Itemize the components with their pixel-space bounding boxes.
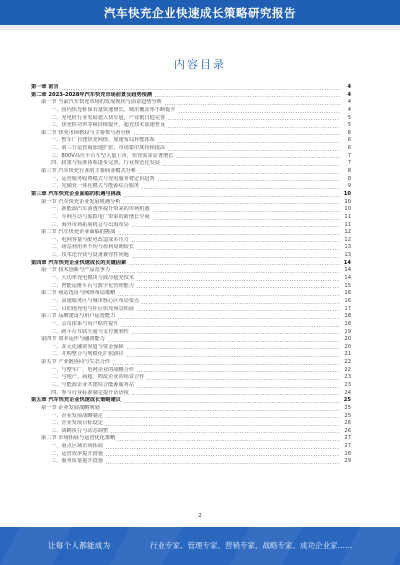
toc-entry-page: 17 bbox=[344, 305, 351, 312]
toc-entry[interactable] bbox=[31, 390, 351, 398]
toc-entry-title: 第一节 汽车快充企业发展机遇分析 bbox=[41, 198, 121, 205]
toc-leader-dots bbox=[131, 226, 340, 227]
toc-entry-page: 5 bbox=[347, 114, 351, 121]
toc-entry[interactable] bbox=[31, 321, 351, 329]
toc-entry[interactable] bbox=[31, 275, 351, 283]
toc-entry-page: 4 bbox=[347, 106, 351, 113]
toc-entry-title: 二、并购整合与规模化扩张路径 bbox=[51, 351, 124, 358]
toc-entry-page: 11 bbox=[344, 221, 351, 228]
toc-entry-page: 12 bbox=[344, 229, 351, 236]
toc-leader-dots bbox=[105, 455, 340, 456]
toc-entry-title: 第三章 汽车快充企业面临的机遇与挑战 bbox=[31, 190, 121, 197]
toc-entry-page: 12 bbox=[344, 236, 351, 243]
toc-leader-dots bbox=[154, 96, 340, 97]
page-number: 2 bbox=[198, 513, 202, 519]
toc-entry-title: 一、整车厂自建快充网络，加速布局补能体系 bbox=[51, 137, 155, 144]
toc-leader-dots bbox=[178, 112, 340, 113]
toc-leader-dots bbox=[117, 295, 340, 296]
toc-entry-page: 21 bbox=[344, 351, 351, 358]
toc-entry-title: 第二节 场站选址与网络布局策略 bbox=[41, 290, 116, 297]
toc-entry-page: 25 bbox=[343, 397, 351, 404]
toc-leader-dots bbox=[122, 203, 340, 204]
toc-entry[interactable] bbox=[31, 145, 351, 153]
toc-leader-dots bbox=[136, 249, 340, 250]
toc-leader-dots bbox=[102, 410, 340, 411]
toc-entry-page: 15 bbox=[344, 282, 351, 289]
toc-entry-page: 10 bbox=[343, 190, 351, 197]
toc-entry-page: 5 bbox=[347, 122, 351, 129]
toc-entry-title: 二、智能运维平台与数字化管理能力 bbox=[51, 282, 135, 289]
toc-leader-dots bbox=[167, 119, 340, 120]
toc-entry[interactable] bbox=[31, 99, 351, 107]
toc-entry-page: 26 bbox=[344, 420, 351, 427]
toc-entry[interactable] bbox=[31, 84, 351, 92]
toc-entry-title: 二、与地产、商超、物流企业的场景合作 bbox=[51, 374, 145, 381]
toc-entry-page: 16 bbox=[344, 297, 351, 304]
toc-entry-title: 一、大功率充电模块与液冷超充技术 bbox=[51, 275, 135, 282]
toc-leader-dots bbox=[164, 104, 340, 105]
toc-entry-page: 22 bbox=[344, 366, 351, 373]
toc-leader-dots bbox=[141, 303, 340, 304]
toc-entry[interactable] bbox=[31, 176, 351, 184]
toc-entry-title: 第三节 汽车快充行业的主要商业模式分析 bbox=[41, 168, 137, 175]
toc-leader-dots bbox=[117, 440, 340, 441]
toc-leader-dots bbox=[123, 196, 340, 197]
toc-leader-dots bbox=[162, 165, 340, 166]
toc-entry[interactable] bbox=[31, 413, 351, 421]
toc-entry[interactable] bbox=[31, 367, 351, 375]
toc-entry-page: 14 bbox=[344, 267, 351, 274]
toc-entry-title: 第四章 汽车快充企业快速成长的关键因素 bbox=[31, 259, 127, 266]
toc-entry[interactable] bbox=[31, 206, 351, 214]
toc-entry[interactable] bbox=[31, 298, 351, 306]
toc-entry-page: 20 bbox=[344, 336, 351, 343]
toc-entry-title: 第二节 汽车快充企业面临的挑战 bbox=[41, 229, 116, 236]
toc-entry-page: 27 bbox=[344, 435, 351, 442]
table-of-contents bbox=[31, 84, 351, 466]
toc-leader-dots bbox=[123, 402, 340, 403]
toc-entry-title: 三、战略执行与动态调整 bbox=[51, 427, 109, 434]
toc-leader-dots bbox=[126, 348, 340, 349]
toc-leader-dots bbox=[105, 425, 340, 426]
toc-leader-dots bbox=[167, 150, 340, 151]
toc-entry-page: 13 bbox=[344, 252, 351, 259]
footer-slogan: 让每个人都能成为 bbox=[48, 541, 111, 550]
toc-entry[interactable] bbox=[31, 107, 351, 115]
toc-entry-title: 第一节 当前汽车快充市场的发展现状与前景趋势分析 bbox=[41, 99, 162, 106]
toc-entry-title: 三、800V高压平台车型大量上市，快充需求显著增长 bbox=[51, 152, 174, 159]
toc-entry-page: 19 bbox=[344, 328, 351, 335]
toc-entry-page: 23 bbox=[344, 381, 351, 388]
toc-entry-title: 一、新能源汽车渗透率提升带来的市场机遇 bbox=[51, 206, 150, 213]
toc-entry-page: 10 bbox=[344, 198, 351, 205]
toc-entry[interactable] bbox=[31, 359, 351, 367]
toc-entry[interactable] bbox=[31, 115, 351, 123]
toc-entry[interactable] bbox=[31, 397, 351, 405]
report-title: 汽车快充企业快速成长策略研究报告 bbox=[104, 6, 296, 20]
toc-leader-dots bbox=[141, 188, 340, 189]
toc-leader-dots bbox=[117, 318, 340, 319]
footer-tagline: 行业专家、管理专家、营销专家、战略专家、成功企业家…… bbox=[150, 541, 353, 550]
toc-leader-dots bbox=[112, 364, 340, 365]
toc-entry-page: 28 bbox=[344, 450, 351, 457]
toc-leader-dots bbox=[131, 257, 340, 258]
toc-entry-page: 25 bbox=[344, 412, 351, 419]
toc-entry[interactable] bbox=[31, 420, 351, 428]
toc-entry[interactable] bbox=[31, 191, 351, 199]
toc-entry-page: 4 bbox=[347, 99, 351, 106]
toc-entry-title: 一、多元化融资渠道与资金保障 bbox=[51, 343, 124, 350]
toc-entry[interactable] bbox=[31, 229, 351, 237]
toc-entry-page: 8 bbox=[347, 175, 351, 182]
toc-leader-dots bbox=[175, 157, 340, 158]
toc-leader-dots bbox=[146, 379, 340, 380]
toc-entry-title: 第三节 品牌建设与用户运营能力 bbox=[41, 313, 116, 320]
toc-entry-page: 13 bbox=[344, 244, 351, 251]
toc-entry-title: 二、目的地充电与社区快充场景拓展 bbox=[51, 305, 135, 312]
toc-entry-title: 一、国内快充桩保有量快速增长，城市覆盖率不断提升 bbox=[51, 106, 176, 113]
toc-entry[interactable] bbox=[31, 237, 351, 245]
toc-entry-page: 23 bbox=[344, 374, 351, 381]
toc-entry[interactable] bbox=[31, 137, 351, 145]
toc-entry[interactable] bbox=[31, 382, 351, 390]
toc-leader-dots bbox=[152, 211, 340, 212]
toc-entry-page: 6 bbox=[347, 137, 351, 144]
toc-entry-page: 7 bbox=[347, 152, 351, 159]
toc-entry[interactable] bbox=[31, 306, 351, 314]
toc-entry-page: 26 bbox=[344, 427, 351, 434]
toc-leader-dots bbox=[105, 417, 340, 418]
toc-entry[interactable] bbox=[31, 92, 351, 100]
toc-entry-title: 第五章 汽车快充企业快速成长策略建议 bbox=[31, 397, 121, 404]
toc-entry[interactable] bbox=[31, 222, 351, 230]
toc-entry-title: 一、运营服务收费模式与充电服务费定价趋势 bbox=[51, 175, 155, 182]
toc-entry[interactable] bbox=[31, 451, 351, 459]
toc-entry-page: 6 bbox=[347, 145, 351, 152]
toc-entry[interactable] bbox=[31, 160, 351, 168]
toc-entry[interactable] bbox=[31, 344, 351, 352]
toc-entry[interactable] bbox=[31, 244, 351, 252]
toc-entry[interactable] bbox=[31, 214, 351, 222]
toc-leader-dots bbox=[136, 387, 340, 388]
toc-entry-title: 二、运营效率提升措施 bbox=[51, 450, 103, 457]
toc-entry[interactable] bbox=[31, 428, 351, 436]
toc-leader-dots bbox=[157, 180, 340, 181]
toc-entry[interactable] bbox=[31, 435, 351, 443]
toc-leader-dots bbox=[136, 287, 340, 288]
toc-entry-title: 二、车网互动与虚拟电厂带来的新增长空间 bbox=[51, 213, 150, 220]
toc-entry-page: 22 bbox=[344, 359, 351, 366]
toc-entry-page: 25 bbox=[344, 404, 351, 411]
toc-leader-dots bbox=[131, 241, 340, 242]
toc-leader-dots bbox=[136, 310, 340, 311]
toc-entry[interactable] bbox=[31, 199, 351, 207]
toc-leader-dots bbox=[157, 142, 340, 143]
toc-entry-page: 24 bbox=[344, 389, 351, 396]
toc-leader-dots bbox=[136, 280, 340, 281]
toc-entry-page: 8 bbox=[347, 168, 351, 175]
toc-entry-page: 18 bbox=[344, 313, 351, 320]
toc-entry-title: 一、企业发展战略制定 bbox=[51, 412, 103, 419]
toc-entry-title: 二、充电桩行业发展驶入快车道，产业链日趋完善 bbox=[51, 114, 166, 121]
toc-entry[interactable] bbox=[31, 336, 351, 344]
toc-entry-title: 一、会员体系与用户粘性提升 bbox=[51, 320, 119, 327]
toc-leader-dots bbox=[152, 219, 340, 220]
toc-entry[interactable] bbox=[31, 122, 351, 130]
toc-entry-title: 一、与整车厂、电网企业的战略合作 bbox=[51, 366, 135, 373]
toc-entry-title: 第二节 市场拓展与运营优化策略 bbox=[41, 435, 116, 442]
toc-entry-title: 第一节 技术创新与产品竞争力 bbox=[41, 267, 111, 274]
toc-entry-title: 四、参与行业标准制定提升话语权 bbox=[51, 389, 129, 396]
toc-entry[interactable] bbox=[31, 374, 351, 382]
toc-entry-title: 第二节 快充市场格局与主要参与者分析 bbox=[41, 129, 131, 136]
toc-leader-dots bbox=[128, 264, 340, 265]
toc-entry[interactable] bbox=[31, 153, 351, 161]
toc-entry-page: 14 bbox=[343, 259, 351, 266]
toc-entry[interactable] bbox=[31, 168, 351, 176]
toc-entry[interactable] bbox=[31, 283, 351, 291]
toc-entry[interactable] bbox=[31, 458, 351, 466]
toc-leader-dots bbox=[117, 234, 340, 235]
toc-leader-dots bbox=[131, 333, 340, 334]
toc-leader-dots bbox=[112, 272, 340, 273]
toc-entry-title: 第五节 产业链协同与生态合作 bbox=[41, 359, 111, 366]
toc-leader-dots bbox=[120, 326, 340, 327]
toc-entry-title: 第四节 资本运作与融资能力 bbox=[41, 336, 105, 343]
toc-leader-dots bbox=[110, 432, 340, 433]
toc-entry-title: 三、服务质量提升措施 bbox=[51, 458, 103, 465]
toc-entry[interactable] bbox=[31, 290, 351, 298]
toc-entry-page: 20 bbox=[344, 343, 351, 350]
toc-entry-page: 6 bbox=[347, 129, 351, 136]
toc-entry-title: 第一章 前言 bbox=[31, 84, 59, 90]
toc-entry-title: 二、跨平台互联互通与支付便利性 bbox=[51, 328, 129, 335]
toc-entry-title: 二、第三方运营商加速扩张，市场集中度持续提高 bbox=[51, 145, 166, 152]
toc-entry-page: 4 bbox=[347, 91, 351, 98]
toc-entry[interactable] bbox=[31, 329, 351, 337]
toc-entry-title: 三、海外市场拓展机会与出海布局 bbox=[51, 221, 129, 228]
page-header bbox=[0, 0, 400, 30]
toc-entry[interactable] bbox=[31, 313, 351, 321]
toc-entry[interactable] bbox=[31, 351, 351, 359]
toc-leader-dots bbox=[136, 371, 340, 372]
toc-entry-page: 29 bbox=[344, 458, 351, 465]
toc-entry-page: 14 bbox=[344, 275, 351, 282]
toc-entry-title: 一、高速服务区与城市核心区布局要点 bbox=[51, 297, 140, 304]
toc-entry-title: 三、与能源企业共建综合能源服务站 bbox=[51, 381, 135, 388]
toc-entry-title: 一、重点区域市场拓展 bbox=[51, 443, 103, 450]
toc-leader-dots bbox=[105, 463, 340, 464]
toc-leader-dots bbox=[107, 341, 340, 342]
toc-entry-page: 27 bbox=[344, 443, 351, 450]
toc-entry-title: 二、光储充一体化模式与能源综合服务 bbox=[51, 183, 140, 190]
toc-entry-title: 二、场站利用率不均与盈利周期较长 bbox=[51, 244, 135, 251]
toc-leader-dots bbox=[167, 127, 340, 128]
toc-entry[interactable] bbox=[31, 405, 351, 413]
toc-leader-dots bbox=[133, 134, 340, 135]
toc-entry-title: 四、政策与标准体系逐步完善，行业规范化发展 bbox=[51, 160, 160, 167]
toc-leader-dots bbox=[126, 356, 340, 357]
toc-entry-title: 第二章 2023-2028年汽车快充市场前景及趋势预测 bbox=[31, 91, 153, 98]
toc-entry-page: 10 bbox=[344, 206, 351, 213]
toc-entry-title: 第一节 企业发展战略规划 bbox=[41, 404, 100, 411]
toc-entry-title: 二、企业发展目标设定 bbox=[51, 420, 103, 427]
toc-entry-page: 16 bbox=[344, 290, 351, 297]
toc-entry-page: 18 bbox=[344, 320, 351, 327]
toc-entry-page: 9 bbox=[347, 183, 351, 190]
toc-leader-dots bbox=[61, 89, 340, 90]
toc-entry[interactable] bbox=[31, 260, 351, 268]
toc-heading: 内容目录 bbox=[174, 58, 226, 71]
toc-entry[interactable] bbox=[31, 130, 351, 138]
toc-entry[interactable] bbox=[31, 252, 351, 260]
toc-entry-title: 三、快充桩功率等级持续提升，超充技术加速普及 bbox=[51, 122, 166, 129]
toc-entry-title: 一、电网容量与配电改造成本压力 bbox=[51, 236, 129, 243]
toc-entry-page: 11 bbox=[344, 213, 351, 220]
toc-entry[interactable] bbox=[31, 183, 351, 191]
toc-entry-page: 4 bbox=[347, 84, 351, 90]
toc-entry[interactable] bbox=[31, 443, 351, 451]
page-footer bbox=[0, 527, 400, 565]
toc-leader-dots bbox=[105, 448, 340, 449]
toc-leader-dots bbox=[131, 394, 340, 395]
toc-entry-title: 三、技术迭代快与设备兼容性问题 bbox=[51, 252, 129, 259]
toc-entry-page: 7 bbox=[347, 160, 351, 167]
toc-leader-dots bbox=[138, 173, 340, 174]
toc-entry[interactable] bbox=[31, 267, 351, 275]
